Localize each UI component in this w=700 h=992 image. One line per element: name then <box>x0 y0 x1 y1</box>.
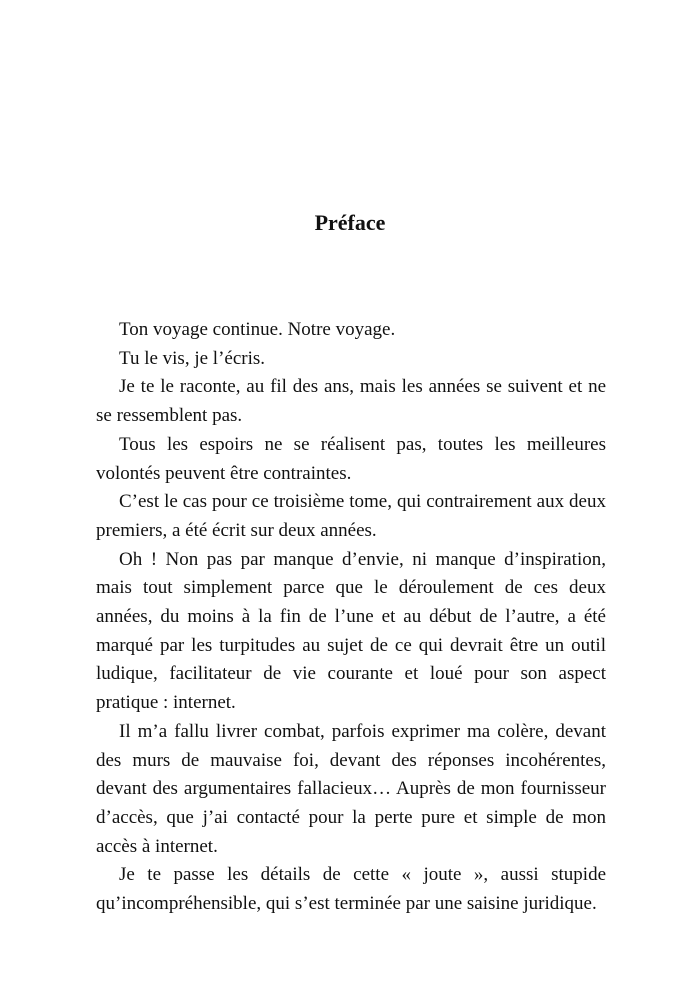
preface-body <box>96 316 606 919</box>
paragraph-4: Tous les espoirs ne se réalisent pas, toutes les meilleures volontés peuvent être contraintes. <box>96 433 606 484</box>
paragraph-3: Je te le raconte, au fil des ans, mais les années se suivent et ne se ressemblent pas. <box>96 376 606 427</box>
paragraph-6: Oh ! Non pas par manque d’envie, ni manque d’inspiration, mais tout simplement parce que le déroulement de ces deux années, du moins à la fin de l’une et au début de l’autre, a été marqué par les turpitudes au sujet de ce qui devrait être un outil ludique, facilitateur de vie courante et loué pour son aspect pratique : internet. <box>96 548 606 714</box>
paragraph-1: Ton voyage continue. Notre voyage. <box>119 319 396 340</box>
paragraph-7: Il m’a fallu livrer combat, parfois exprimer ma colère, devant des murs de mauvaise foi, devant des réponses incohérentes, devant des argumentaires fallacieux… Auprès de mon fournisseur d’accès, que j’ai contacté pour la perte pure et simple de mon accès à internet. <box>96 720 606 857</box>
paragraph-8: Je te passe les détails de cette « joute », aussi stupide qu’incompréhensible, qui s’est terminée par une saisine juridique. <box>96 864 606 915</box>
page-title: Préface <box>314 210 386 235</box>
paragraph-5: C’est le cas pour ce troisième tome, qui contrairement aux deux premiers, a été écrit sur deux années. <box>96 491 606 541</box>
paragraph-2: Tu le vis, je l’écris. <box>119 347 266 369</box>
